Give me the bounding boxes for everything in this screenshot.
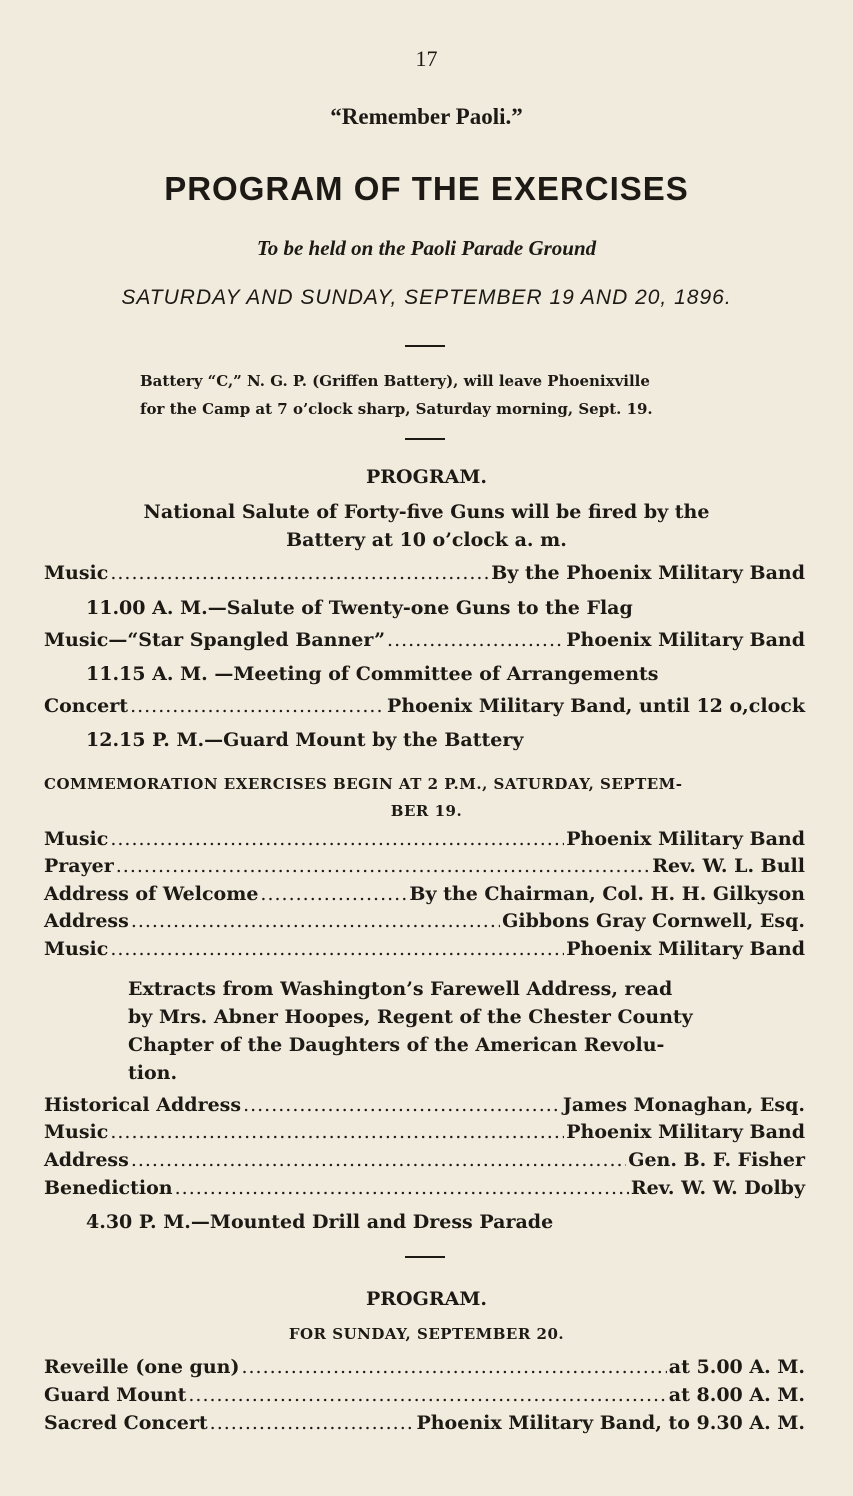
- notice-line: Battery “C,” N. G. P. (Griffen Battery), will leave Phoenixville: [140, 372, 650, 390]
- leader-dots: [110, 828, 564, 850]
- entry-label: Music—“Star Spangled Banner”: [44, 629, 386, 651]
- event-dates: SATURDAY AND SUNDAY, SEPTEMBER 19 AND 20, 1896.: [121, 286, 732, 309]
- program-entry: [44, 1121, 805, 1143]
- entry-label: Music: [44, 1121, 109, 1143]
- entry-value: Rev. W. W. Dolby: [630, 1177, 805, 1199]
- entry-value: Gen. B. F. Fisher: [628, 1149, 805, 1171]
- entry-value: Rev. W. L. Bull: [652, 855, 805, 877]
- leader-dots: [131, 1149, 626, 1171]
- leader-dots: [110, 938, 564, 960]
- entry-label: Sacred Concert: [44, 1412, 208, 1434]
- extracts-line: tion.: [128, 1062, 178, 1084]
- extracts-line: Extracts from Washington’s Farewell Address, read: [128, 978, 673, 1000]
- page-title: PROGRAM OF THE EXERCISES: [164, 170, 689, 207]
- program-entry: [44, 1412, 805, 1434]
- entry-label: Concert: [44, 695, 129, 717]
- commemoration-heading: BER 19.: [390, 802, 463, 820]
- extracts-line: by Mrs. Abner Hoopes, Regent of the Chester County: [128, 1006, 693, 1028]
- program-entry: [44, 1177, 805, 1199]
- leader-dots: [130, 695, 385, 717]
- program-entry: [44, 828, 805, 850]
- program-time-line: 4.30 P. M.—Mounted Drill and Dress Parade: [86, 1211, 554, 1233]
- program-time-line: 12.15 P. M.—Guard Mount by the Battery: [86, 729, 524, 751]
- entry-label: Address: [44, 910, 129, 932]
- leader-dots: [116, 855, 651, 877]
- leader-dots: [210, 1412, 415, 1434]
- leader-dots: [110, 562, 489, 584]
- divider: [405, 438, 445, 440]
- program-entry: [44, 1384, 805, 1406]
- program-entry: [44, 883, 805, 905]
- entry-label: Music: [44, 828, 109, 850]
- leader-dots: [131, 910, 500, 932]
- subtitle: To be held on the Paoli Parade Ground: [256, 236, 597, 260]
- leader-dots: [387, 629, 564, 651]
- program-time-line: 11.15 A. M. —Meeting of Committee of Arrangements: [86, 663, 659, 685]
- entry-label: Address: [44, 1149, 129, 1171]
- divider: [405, 1256, 445, 1258]
- program-entry: [44, 562, 805, 584]
- entry-value: James Monaghan, Esq.: [562, 1094, 805, 1116]
- program-entry: [44, 695, 805, 717]
- program-heading: PROGRAM.: [365, 1288, 488, 1310]
- entry-value: Phoenix Military Band, until 12 o,clock: [387, 695, 805, 717]
- program-time-line: 11.00 A. M.—Salute of Twenty-one Guns to the Flag: [86, 597, 633, 619]
- entry-label: Reveille (one gun): [44, 1356, 240, 1378]
- page-number: 17: [415, 46, 438, 71]
- entry-label: Address of Welcome: [44, 883, 259, 905]
- leader-dots: [110, 1121, 564, 1143]
- leader-dots: [188, 1384, 666, 1406]
- entry-value: Phoenix Military Band: [566, 629, 805, 651]
- commemoration-heading: COMMEMORATION EXERCISES BEGIN AT 2 P.M., SATURDAY, SEPTEM-: [44, 775, 683, 793]
- leader-dots: [243, 1094, 561, 1116]
- program-entry: [44, 1356, 805, 1378]
- entry-label: Guard Mount: [44, 1384, 187, 1406]
- program-entry: [44, 629, 805, 651]
- notice-line: for the Camp at 7 o’clock sharp, Saturday morning, Sept. 19.: [140, 400, 653, 418]
- program-entry: [44, 1149, 805, 1171]
- entry-value: Gibbons Gray Cornwell, Esq.: [502, 910, 805, 932]
- leader-dots: [175, 1177, 629, 1199]
- program-entry: [44, 855, 805, 877]
- sunday-subheading: FOR SUNDAY, SEPTEMBER 20.: [288, 1325, 565, 1343]
- entry-label: Prayer: [44, 855, 114, 877]
- entry-label: Historical Address: [44, 1094, 242, 1116]
- motto: “Remember Paoli.”: [330, 104, 523, 129]
- program-entry: [44, 1094, 805, 1116]
- entry-value: By the Phoenix Military Band: [491, 562, 805, 584]
- entry-value: Phoenix Military Band: [566, 938, 805, 960]
- program-heading: PROGRAM.: [365, 466, 488, 488]
- entry-value: Phoenix Military Band: [566, 828, 805, 850]
- entry-value: Phoenix Military Band: [566, 1121, 805, 1143]
- leader-dots: [241, 1356, 666, 1378]
- entry-value: Phoenix Military Band, to 9.30 A. M.: [416, 1412, 805, 1434]
- entry-value: at 8.00 A. M.: [668, 1384, 805, 1406]
- entry-label: Music: [44, 938, 109, 960]
- extracts-line: Chapter of the Daughters of the American Revolu-: [128, 1034, 665, 1056]
- program-entry: [44, 938, 805, 960]
- entry-value: at 5.00 A. M.: [668, 1356, 805, 1378]
- entry-value: By the Chairman, Col. H. H. Gilkyson: [409, 883, 805, 905]
- salute-line: Battery at 10 o’clock a. m.: [286, 529, 567, 551]
- salute-line: National Salute of Forty-five Guns will be fired by the: [143, 501, 710, 523]
- leader-dots: [260, 883, 407, 905]
- program-entry: [44, 910, 805, 932]
- divider: [405, 345, 445, 347]
- entry-label: Music: [44, 562, 109, 584]
- entry-label: Benediction: [44, 1177, 173, 1199]
